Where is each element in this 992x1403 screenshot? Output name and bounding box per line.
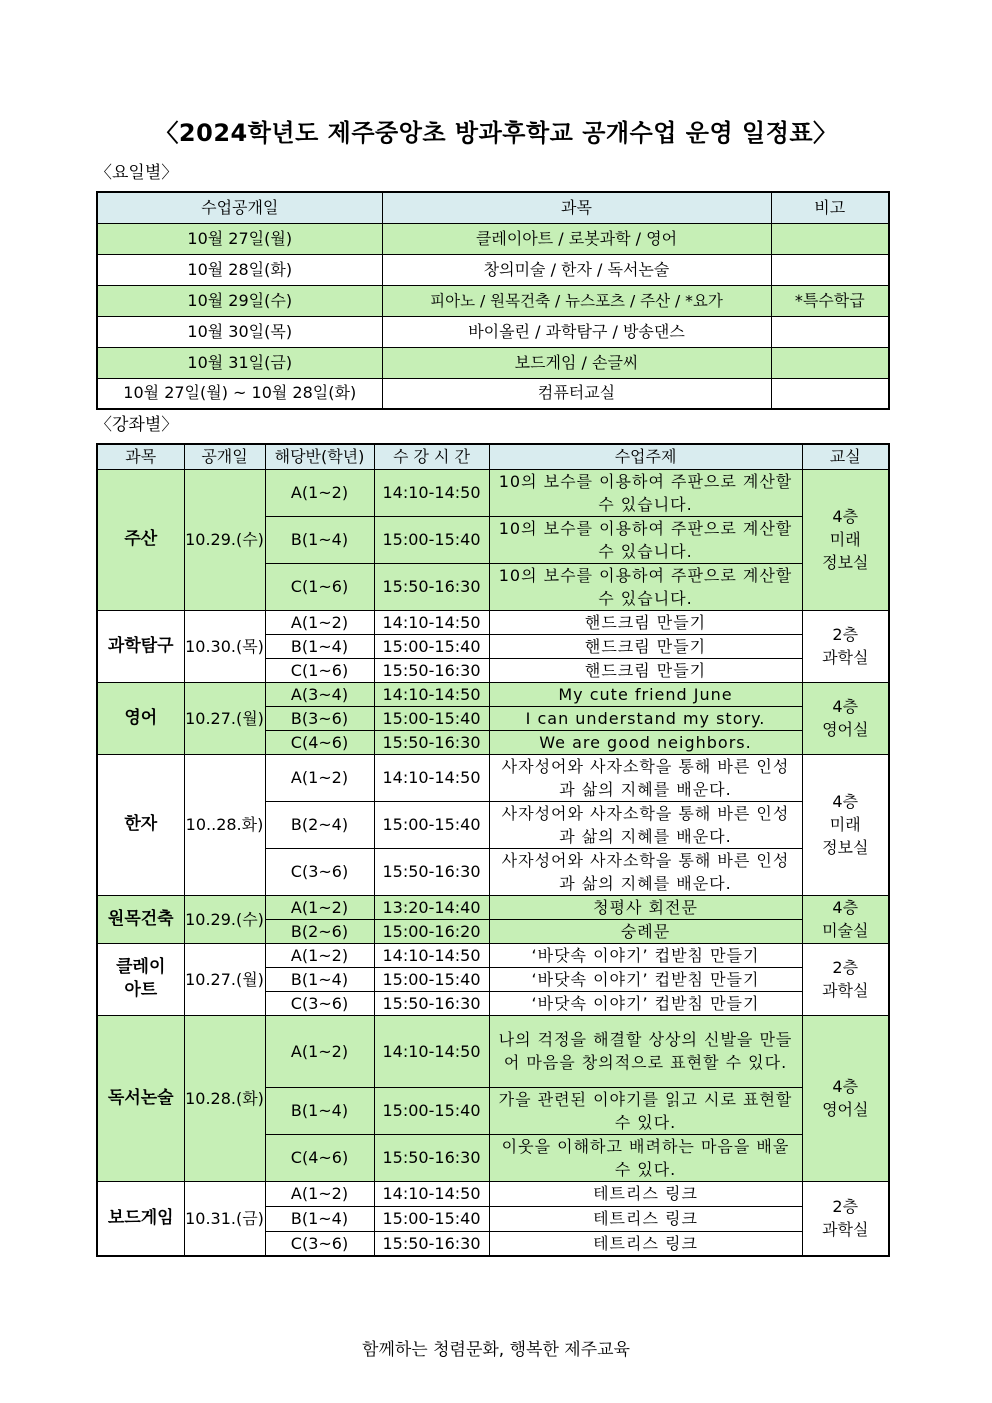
table-row xyxy=(97,754,889,801)
session-time: 14:10-14:50 xyxy=(374,610,489,634)
schedule-by-course-table xyxy=(96,443,890,1257)
course-subject: 독서논술 xyxy=(97,1015,184,1181)
session-time: 15:00-15:40 xyxy=(374,967,489,991)
session-class: A(1~2) xyxy=(265,895,374,919)
course-subject: 클레이 아트 xyxy=(97,943,184,1015)
session-topic: ‘바닷속 이야기’ 컵받침 만들기 xyxy=(489,967,802,991)
session-class: C(3~6) xyxy=(265,848,374,895)
course-date: 10.29.(수) xyxy=(184,895,265,943)
session-class: B(2~6) xyxy=(265,919,374,943)
course-room: 4층 미래 정보실 xyxy=(802,754,889,895)
session-time: 15:50-16:30 xyxy=(374,991,489,1015)
session-class: A(1~2) xyxy=(265,1181,374,1206)
session-topic: ‘바닷속 이야기’ 컵받침 만들기 xyxy=(489,991,802,1015)
table-row xyxy=(97,347,889,378)
course-subject: 한자 xyxy=(97,754,184,895)
session-time: 15:00-16:20 xyxy=(374,919,489,943)
table-row xyxy=(97,610,889,634)
subjects: 보드게임 / 손글씨 xyxy=(382,347,771,378)
session-time: 15:50-16:30 xyxy=(374,730,489,754)
column-header: 수업공개일 xyxy=(97,192,382,223)
course-room: 4층 영어실 xyxy=(802,682,889,754)
session-topic: 테트리스 링크 xyxy=(489,1206,802,1231)
session-topic: 테트리스 링크 xyxy=(489,1231,802,1256)
column-header: 해당반(학년) xyxy=(265,444,374,469)
session-topic: 이웃을 이해하고 배려하는 마음을 배울 수 있다. xyxy=(489,1134,802,1181)
course-date: 10.29.(수) xyxy=(184,469,265,610)
session-class: A(1~2) xyxy=(265,1015,374,1087)
session-topic: 사자성어와 사자소학을 통해 바른 인성과 삶의 지혜를 배운다. xyxy=(489,754,802,801)
table-row xyxy=(97,254,889,285)
session-time: 14:10-14:50 xyxy=(374,1181,489,1206)
session-time: 15:00-15:40 xyxy=(374,634,489,658)
course-subject: 과학탐구 xyxy=(97,610,184,682)
open-date: 10월 28일(화) xyxy=(97,254,382,285)
session-topic: 10의 보수를 이용하여 주판으로 계산할 수 있습니다. xyxy=(489,516,802,563)
column-header: 과목 xyxy=(382,192,771,223)
session-topic: 숭례문 xyxy=(489,919,802,943)
course-room: 2층 과학실 xyxy=(802,610,889,682)
course-date: 10.27.(월) xyxy=(184,943,265,1015)
session-class: A(1~2) xyxy=(265,943,374,967)
note xyxy=(771,254,889,285)
session-time: 14:10-14:50 xyxy=(374,1015,489,1087)
column-header: 비고 xyxy=(771,192,889,223)
session-time: 15:50-16:30 xyxy=(374,658,489,682)
note xyxy=(771,316,889,347)
session-class: A(1~2) xyxy=(265,754,374,801)
course-subject: 원목건축 xyxy=(97,895,184,943)
session-class: B(2~4) xyxy=(265,801,374,848)
course-rows xyxy=(97,469,889,1256)
session-topic: 10의 보수를 이용하여 주판으로 계산할 수 있습니다. xyxy=(489,563,802,610)
session-class: A(3~4) xyxy=(265,682,374,706)
session-topic: 핸드크림 만들기 xyxy=(489,658,802,682)
note xyxy=(771,378,889,409)
course-room: 2층 과학실 xyxy=(802,943,889,1015)
session-time: 14:10-14:50 xyxy=(374,943,489,967)
page-title: 〈2024학년도 제주중앙초 방과후학교 공개수업 운영 일정표〉 xyxy=(154,119,838,147)
table-row xyxy=(97,895,889,919)
subjects: 창의미술 / 한자 / 독서논술 xyxy=(382,254,771,285)
column-header: 교실 xyxy=(802,444,889,469)
table-row xyxy=(97,943,889,967)
note xyxy=(771,223,889,254)
session-time: 15:50-16:30 xyxy=(374,1134,489,1181)
column-header: 수업주제 xyxy=(489,444,802,469)
open-date: 10월 27일(월) ~ 10월 28일(화) xyxy=(97,378,382,409)
session-topic: 핸드크림 만들기 xyxy=(489,634,802,658)
table-row xyxy=(97,285,889,316)
session-topic: 사자성어와 사자소학을 통해 바른 인성과 삶의 지혜를 배운다. xyxy=(489,801,802,848)
session-class: A(1~2) xyxy=(265,469,374,516)
course-room: 4층 영어실 xyxy=(802,1015,889,1181)
subjects: 클레이아트 / 로봇과학 / 영어 xyxy=(382,223,771,254)
subjects: 컴퓨터교실 xyxy=(382,378,771,409)
session-time: 13:20-14:40 xyxy=(374,895,489,919)
session-topic: We are good neighbors. xyxy=(489,730,802,754)
column-header: 과목 xyxy=(97,444,184,469)
session-time: 15:00-15:40 xyxy=(374,706,489,730)
session-topic: 10의 보수를 이용하여 주판으로 계산할 수 있습니다. xyxy=(489,469,802,516)
session-class: B(1~4) xyxy=(265,1206,374,1231)
session-topic: ‘바닷속 이야기’ 컵받침 만들기 xyxy=(489,943,802,967)
open-date: 10월 30일(목) xyxy=(97,316,382,347)
column-header: 수 강 시 간 xyxy=(374,444,489,469)
session-class: C(3~6) xyxy=(265,1231,374,1256)
session-topic: 핸드크림 만들기 xyxy=(489,610,802,634)
session-time: 15:00-15:40 xyxy=(374,516,489,563)
schedule-by-day-table xyxy=(96,191,890,410)
section-label-by-course: 〈강좌별〉 xyxy=(95,415,179,435)
course-room: 2층 과학실 xyxy=(802,1181,889,1256)
course-date: 10.27.(월) xyxy=(184,682,265,754)
session-time: 15:50-16:30 xyxy=(374,848,489,895)
session-class: B(3~6) xyxy=(265,706,374,730)
note: *특수학급 xyxy=(771,285,889,316)
session-time: 14:10-14:50 xyxy=(374,469,489,516)
course-date: 10..28.화) xyxy=(184,754,265,895)
session-class: C(4~6) xyxy=(265,730,374,754)
session-topic: 나의 걱정을 해결할 상상의 신발을 만들어 마음을 창의적으로 표현할 수 있다. xyxy=(489,1015,802,1087)
session-class: C(4~6) xyxy=(265,1134,374,1181)
session-time: 15:00-15:40 xyxy=(374,1206,489,1231)
course-date: 10.30.(목) xyxy=(184,610,265,682)
open-date: 10월 27일(월) xyxy=(97,223,382,254)
table-row xyxy=(97,469,889,516)
session-time: 14:10-14:50 xyxy=(374,754,489,801)
session-class: B(1~4) xyxy=(265,516,374,563)
session-class: B(1~4) xyxy=(265,1087,374,1134)
table-row xyxy=(97,1181,889,1206)
subjects: 피아노 / 원목건축 / 뉴스포츠 / 주산 / *요가 xyxy=(382,285,771,316)
session-class: C(3~6) xyxy=(265,991,374,1015)
course-date: 10.31.(금) xyxy=(184,1181,265,1256)
table-row xyxy=(97,223,889,254)
session-topic: 사자성어와 사자소학을 통해 바른 인성과 삶의 지혜를 배운다. xyxy=(489,848,802,895)
table-row xyxy=(97,1015,889,1087)
table-header-row xyxy=(97,444,889,469)
session-topic: 테트리스 링크 xyxy=(489,1181,802,1206)
course-subject: 주산 xyxy=(97,469,184,610)
session-time: 14:10-14:50 xyxy=(374,682,489,706)
column-header: 공개일 xyxy=(184,444,265,469)
note xyxy=(771,347,889,378)
session-topic: My cute friend June xyxy=(489,682,802,706)
course-room: 4층 미술실 xyxy=(802,895,889,943)
session-class: B(1~4) xyxy=(265,967,374,991)
session-topic: I can understand my story. xyxy=(489,706,802,730)
session-topic: 청평사 회전문 xyxy=(489,895,802,919)
session-topic: 가을 관련된 이야기를 읽고 시로 표현할 수 있다. xyxy=(489,1087,802,1134)
session-time: 15:00-15:40 xyxy=(374,801,489,848)
open-date: 10월 31일(금) xyxy=(97,347,382,378)
session-time: 15:50-16:30 xyxy=(374,1231,489,1256)
table-row xyxy=(97,682,889,706)
course-subject: 보드게임 xyxy=(97,1181,184,1256)
session-class: C(1~6) xyxy=(265,658,374,682)
table-row xyxy=(97,378,889,409)
subjects: 바이올린 / 과학탐구 / 방송댄스 xyxy=(382,316,771,347)
open-date: 10월 29일(수) xyxy=(97,285,382,316)
footer-slogan: 함께하는 청렴문화, 행복한 제주교육 xyxy=(362,1340,630,1360)
course-date: 10.28.(화) xyxy=(184,1015,265,1181)
session-class: C(1~6) xyxy=(265,563,374,610)
session-class: B(1~4) xyxy=(265,634,374,658)
table-row xyxy=(97,316,889,347)
course-room: 4층 미래 정보실 xyxy=(802,469,889,610)
course-subject: 영어 xyxy=(97,682,184,754)
session-time: 15:00-15:40 xyxy=(374,1087,489,1134)
session-time: 15:50-16:30 xyxy=(374,563,489,610)
table-header-row xyxy=(97,192,889,223)
section-label-by-day: 〈요일별〉 xyxy=(95,163,179,183)
session-class: A(1~2) xyxy=(265,610,374,634)
